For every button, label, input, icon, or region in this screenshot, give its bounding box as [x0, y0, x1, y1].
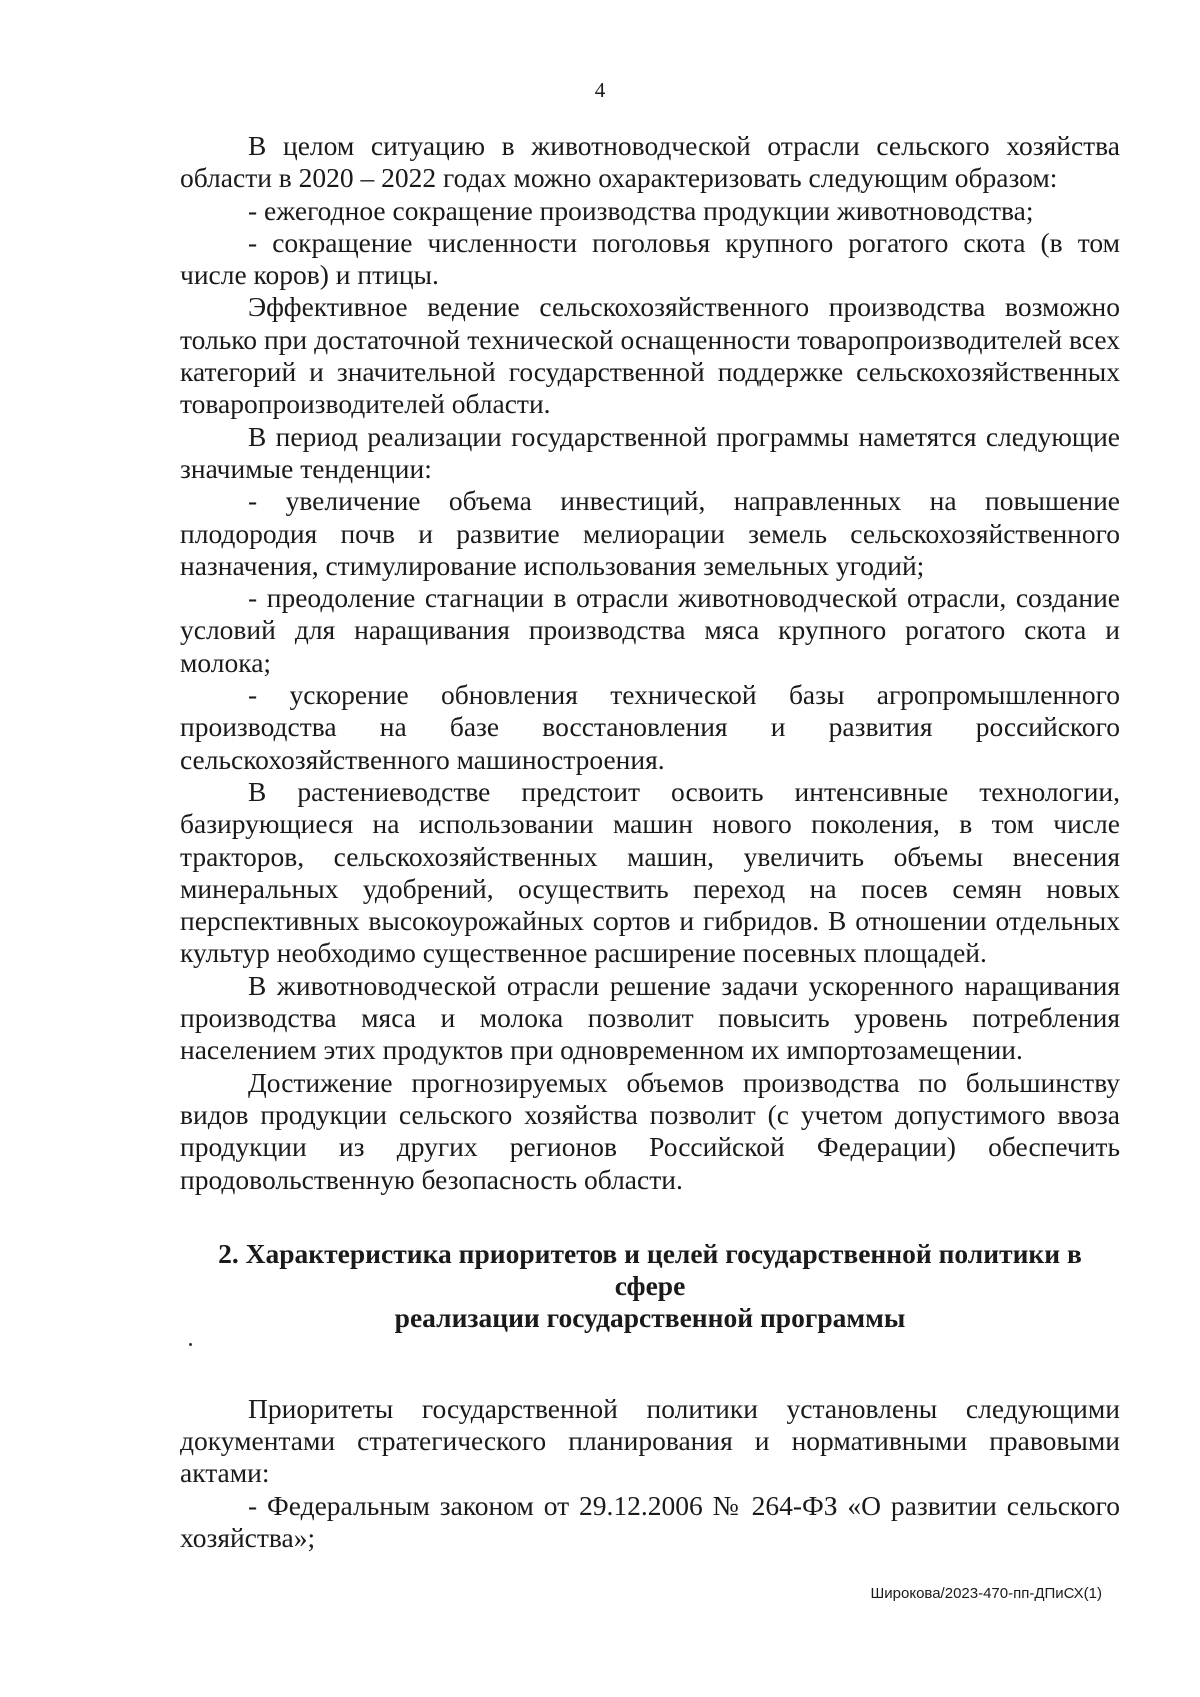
document-code: Широкова/2023-470-пп-ДПиСХ(1) [870, 1585, 1102, 1602]
paragraph: Эффективное ведение сельскохозяйственного производства возможно только при достаточной технической оснащенности товаропроизводителей всех категорий и значительной государственной поддержке сельскохозяйственных товаропроизводителей области. [180, 291, 1120, 420]
section-heading [180, 1238, 1120, 1335]
list-item: - увеличение объема инвестиций, направленных на повышение плодородия почв и развитие мелиорации земель сельскохозяйственного назначения, стимулирование использования земельных угодий; [180, 485, 1120, 581]
list-item: - преодоление стагнации в отрасли животноводческой отрасли, создание условий для наращивания производства мяса крупного рогатого скота и молока; [180, 582, 1120, 678]
list-item: - ускорение обновления технической базы агропромышленного производства на базе восстановления и развития российского сельскохозяйственного машиностроения. [180, 679, 1120, 775]
section-heading-line-1: 2. Характеристика приоритетов и целей государственной политики в сфере [218, 1237, 1082, 1302]
paragraph: В целом ситуацию в животноводческой отрасли сельского хозяйства области в 2020 – 2022 годах можно охарактеризовать следующим образом: [180, 130, 1120, 194]
list-item: - ежегодное сокращение производства продукции животноводства; [248, 194, 1034, 226]
paragraph: В растениеводстве предстоит освоить интенсивные технологии, базирующиеся на использовании машин нового поколения, в том числе тракторов, сельскохозяйственных машин, увеличить объемы внесения минеральных удобрений, осуществить переход на посев семян новых перспективных высокоурожайных сортов и гибридов. В отношении отдельных культур необходимо существенное расширение посевных площадей. [180, 775, 1120, 969]
list-item: - Федеральным законом от 29.12.2006 № 264-ФЗ «О развитии сельского хозяйства»; [180, 1489, 1120, 1553]
paragraph: В период реализации государственной программы наметятся следующие значимые тенденции: [180, 420, 1120, 484]
paragraph: Приоритеты государственной политики установлены следующими документами стратегического планирования и нормативными правовыми актами: [180, 1392, 1120, 1489]
paragraph: В животноводческой отрасли решение задачи ускоренного наращивания производства мяса и молока позволит повысить уровень потребления населением этих продуктов при одновременном их импортозамещении. [180, 969, 1120, 1066]
paragraph: Достижение прогнозируемых объемов производства по большинству видов продукции сельского хозяйства позволит (с учетом допустимого ввоза продукции из других регионов Российской Федерации) обеспечить продовольственную безопасность области. [180, 1066, 1120, 1195]
list-item: - сокращение численности поголовья крупного рогатого скота (в том числе коров) и птицы. [180, 226, 1120, 291]
page-number: 4 [594, 78, 606, 102]
scan-speck [189, 1343, 192, 1346]
section-heading-line-2: реализации государственной программы [394, 1302, 906, 1334]
document-body [180, 130, 1120, 1554]
